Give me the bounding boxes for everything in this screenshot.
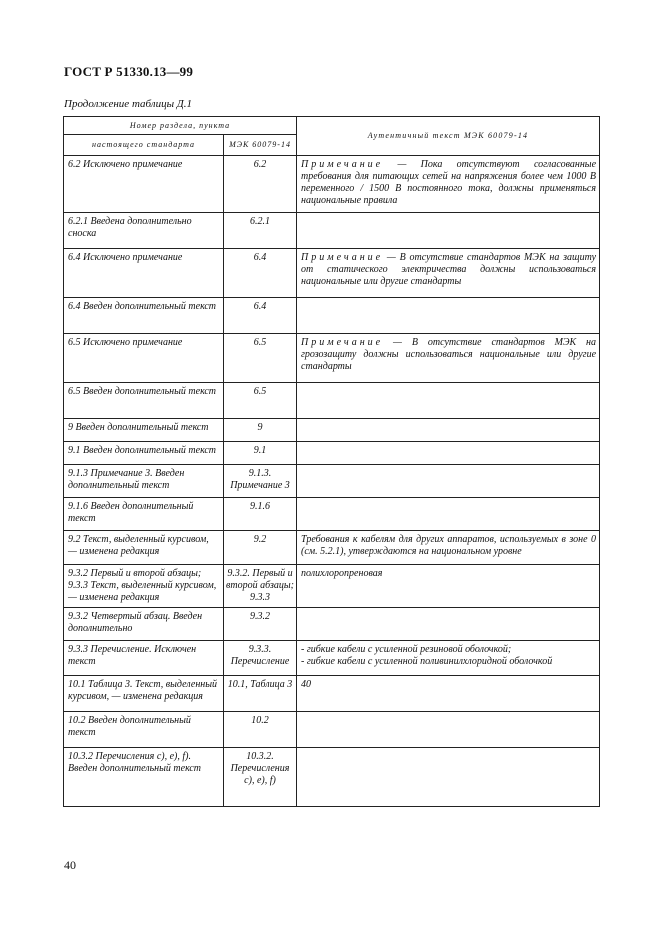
section-this-standard: 6.2.1 Введена дополнительно сноска xyxy=(64,213,224,249)
authentic-text-cell xyxy=(297,298,600,334)
section-iec-standard: 9.2 xyxy=(224,531,297,565)
table-row xyxy=(64,608,600,641)
page-number: 40 xyxy=(64,858,76,872)
authentic-text: — Пока отсутствуют согласованные требования для питающих сетей на напряжения более чем 1000 В переменного / 1500 В постоянного тока, должны применяться национальные правила xyxy=(301,159,597,206)
note-label: Примечание xyxy=(301,337,384,348)
section-iec-standard: 9.1 xyxy=(224,442,297,465)
table-row xyxy=(64,419,600,442)
document-code: ГОСТ Р 51330.13—99 xyxy=(64,64,194,79)
section-iec-standard: 9.3.3. Перечисление xyxy=(224,641,297,676)
section-iec-standard: 6.5 xyxy=(224,383,297,419)
section-iec-standard: 6.4 xyxy=(224,249,297,298)
section-iec-standard: 9.3.2 xyxy=(224,608,297,641)
section-iec-standard: 10.2 xyxy=(224,712,297,748)
table-row xyxy=(64,298,600,334)
authentic-text-cell xyxy=(297,156,600,213)
table-row xyxy=(64,249,600,298)
authentic-text-cell xyxy=(297,676,600,712)
authentic-text-cell xyxy=(297,249,600,298)
section-this-standard: 9.2 Текст, выделенный курсивом, — изменена редакция xyxy=(64,531,224,565)
section-this-standard: 9.3.3 Перечисление. Исключен текст xyxy=(64,641,224,676)
section-iec-standard: 9.1.3. Примечание 3 xyxy=(224,465,297,498)
authentic-text-cell xyxy=(297,498,600,531)
section-iec-standard: 6.5 xyxy=(224,334,297,383)
section-iec-standard: 6.2 xyxy=(224,156,297,213)
section-this-standard: 9 Введен дополнительный текст xyxy=(64,419,224,442)
authentic-text: — В отсутствие стандартов МЭК на грозозащиту должны использоваться национальные или другие стандарты xyxy=(301,337,597,372)
section-iec-standard: 9.1.6 xyxy=(224,498,297,531)
section-iec-standard: 10.3.2. Перечисления c), e), f) xyxy=(224,748,297,807)
table-row xyxy=(64,442,600,465)
authentic-text: — В отсутствие стандартов МЭК на защиту от статического электричества должны использоваться национальные или другие стандарты xyxy=(301,252,597,287)
table-row xyxy=(64,213,600,249)
section-this-standard: 10.3.2 Перечисления c), e), f). Введен дополнительный текст xyxy=(64,748,224,807)
table-row xyxy=(64,565,600,608)
section-this-standard: 6.5 Введен дополнительный текст xyxy=(64,383,224,419)
note-label: Примечание xyxy=(301,159,384,170)
table-caption: Продолжение таблицы Д.1 xyxy=(64,98,193,110)
table-row xyxy=(64,641,600,676)
section-this-standard: 6.2 Исключено примечание xyxy=(64,156,224,213)
authentic-text: - гибкие кабели с усиленной резиновой оболочкой; - гибкие кабели с усиленной поливинилхлоридной оболочкой xyxy=(301,644,553,667)
table-row xyxy=(64,465,600,498)
header-group-cell: Номер раздела, пункта xyxy=(64,117,297,135)
table-row xyxy=(64,712,600,748)
authentic-text-cell xyxy=(297,641,600,676)
table-row xyxy=(64,383,600,419)
section-this-standard: 9.3.2 Четвертый абзац. Введен дополнительно xyxy=(64,608,224,641)
table-row xyxy=(64,676,600,712)
authentic-text-cell xyxy=(297,442,600,465)
authentic-text-cell xyxy=(297,419,600,442)
authentic-text-cell xyxy=(297,748,600,807)
section-iec-standard: 6.2.1 xyxy=(224,213,297,249)
authentic-text-cell xyxy=(297,531,600,565)
table-row xyxy=(64,748,600,807)
section-this-standard: 9.1 Введен дополнительный текст xyxy=(64,442,224,465)
section-this-standard: 9.1.3 Примечание 3. Введен дополнительный текст xyxy=(64,465,224,498)
authentic-text-cell xyxy=(297,565,600,608)
table-row xyxy=(64,156,600,213)
comparison-table xyxy=(63,116,600,807)
section-this-standard: 6.4 Введен дополнительный текст xyxy=(64,298,224,334)
header-iec-standard: МЭК 60079-14 xyxy=(224,135,297,156)
section-this-standard: 9.3.2 Первый и второй абзацы; 9.3.3 Текст, выделенный курсивом, — изменена редакция xyxy=(64,565,224,608)
section-this-standard: 10.2 Введен дополнительный текст xyxy=(64,712,224,748)
table-row xyxy=(64,531,600,565)
authentic-text-cell xyxy=(297,383,600,419)
section-iec-standard: 6.4 xyxy=(224,298,297,334)
section-this-standard: 6.5 Исключено примечание xyxy=(64,334,224,383)
table-header-row xyxy=(64,117,600,135)
authentic-text-cell xyxy=(297,608,600,641)
section-iec-standard: 9 xyxy=(224,419,297,442)
header-authentic-text: Аутентичный текст МЭК 60079-14 xyxy=(297,117,600,156)
authentic-text: Требования к кабелям для других аппаратов, используемых в зоне 0 (см. 5.2.1), утверждаются на национальном уровне xyxy=(301,534,597,557)
section-this-standard: 10.1 Таблица 3. Текст, выделенный курсивом, — изменена редакция xyxy=(64,676,224,712)
section-iec-standard: 9.3.2. Первый и второй абзацы; 9.3.3 xyxy=(224,565,297,608)
table-row xyxy=(64,498,600,531)
authentic-text: полихлоропреновая xyxy=(301,568,383,579)
authentic-text-cell xyxy=(297,334,600,383)
authentic-text: 40 xyxy=(301,679,312,690)
note-label: Примечание xyxy=(301,252,384,263)
authentic-text-cell xyxy=(297,465,600,498)
authentic-text-cell xyxy=(297,213,600,249)
table-row xyxy=(64,334,600,383)
header-this-standard: настоящего стандарта xyxy=(64,135,224,156)
section-iec-standard: 10.1, Таблица 3 xyxy=(224,676,297,712)
authentic-text-cell xyxy=(297,712,600,748)
section-this-standard: 9.1.6 Введен дополнительный текст xyxy=(64,498,224,531)
section-this-standard: 6.4 Исключено примечание xyxy=(64,249,224,298)
